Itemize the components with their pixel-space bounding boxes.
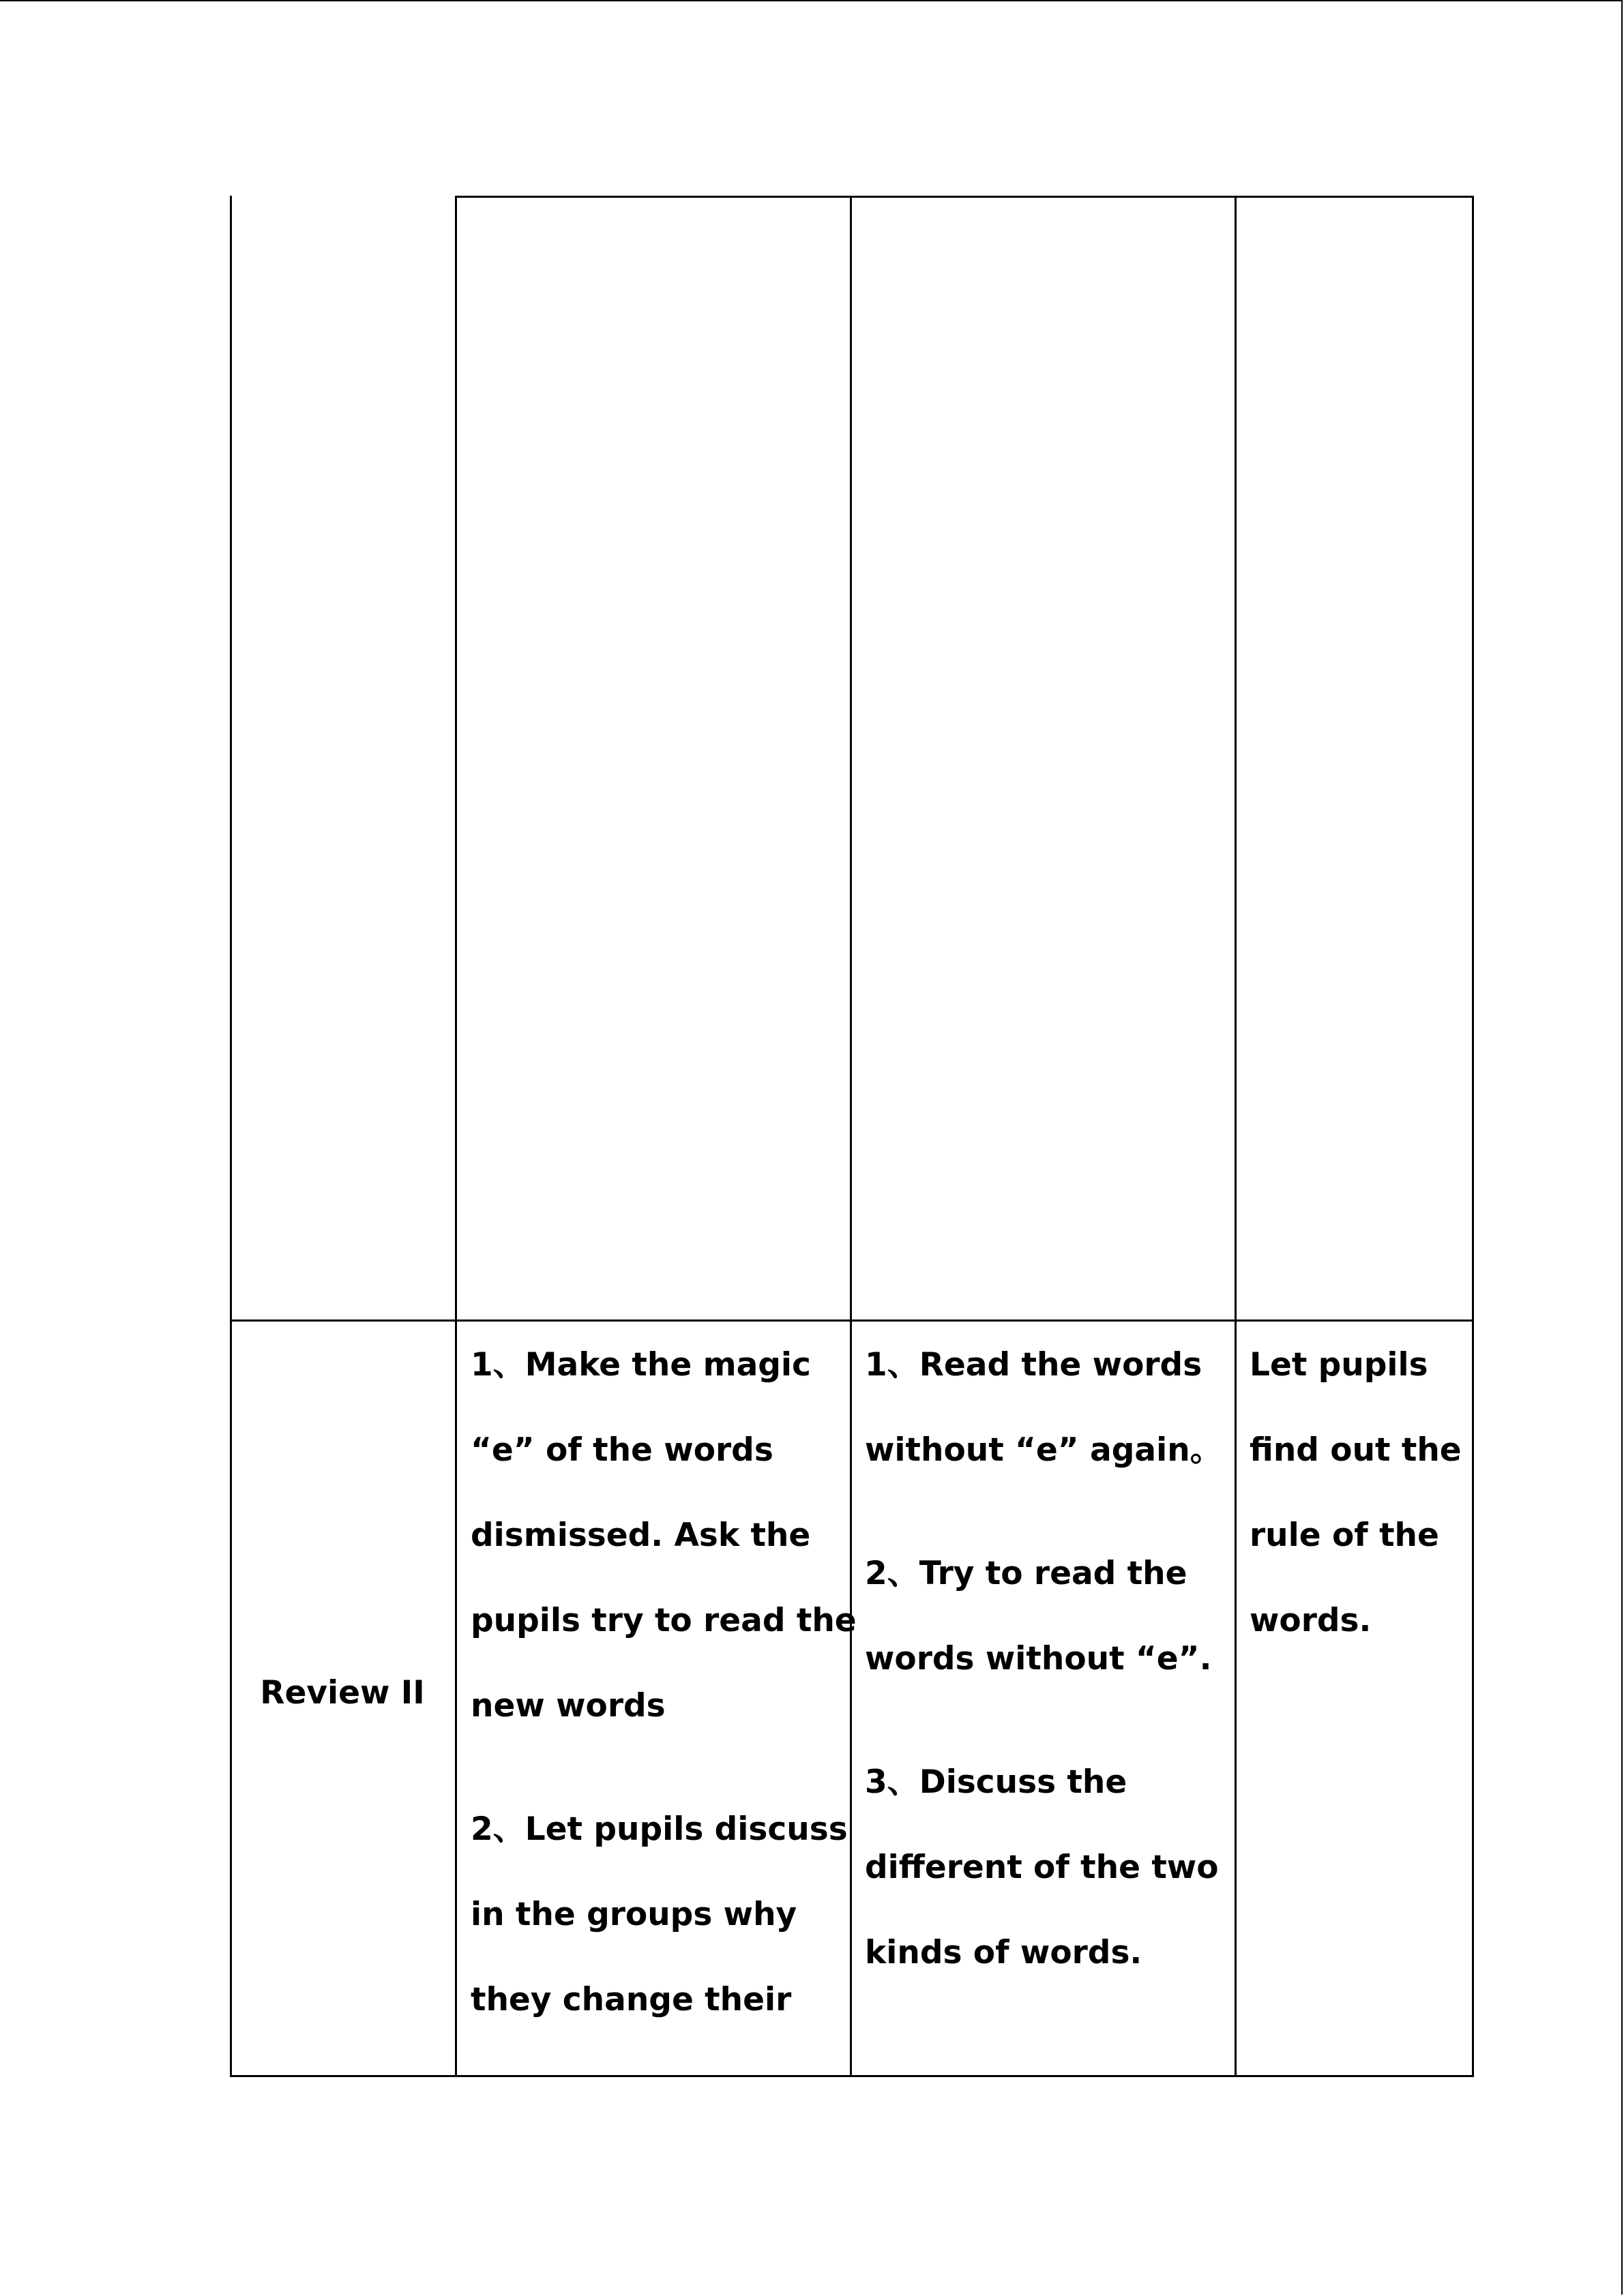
student-activity-line: without “e” again。 <box>865 1431 1222 1469</box>
purpose-line: rule of the <box>1250 1517 1439 1554</box>
stage-label-review-2: Review II <box>260 1674 425 1712</box>
column-divider-3 <box>1235 196 1237 2077</box>
table-border-left <box>230 196 232 2077</box>
student-activity-line: different of the two <box>865 1849 1219 1886</box>
column-divider-1 <box>455 196 457 2077</box>
paragraph-gap <box>471 1748 857 1787</box>
teacher-activity-cell <box>471 1322 857 2042</box>
table-border-bottom <box>230 2075 1474 2077</box>
teacher-activity-line: they change their <box>471 1981 792 2018</box>
table-border-top <box>455 196 1474 198</box>
student-activity-line: 2、Try to read the <box>865 1555 1187 1592</box>
purpose-line: find out the <box>1250 1431 1462 1469</box>
teacher-activity-line: new words <box>471 1687 666 1725</box>
teacher-activity-line: pupils try to read the <box>471 1602 857 1639</box>
teacher-activity-line: 1、Make the magic <box>471 1346 811 1384</box>
table-border-right <box>1472 196 1474 2077</box>
purpose-cell <box>1250 1322 1462 1663</box>
purpose-line: Let pupils <box>1250 1346 1428 1384</box>
purpose-line: words. <box>1250 1602 1372 1639</box>
teacher-activity-line: in the groups why <box>471 1896 797 1933</box>
paragraph-gap <box>865 1701 1222 1740</box>
row-divider <box>230 1320 1474 1322</box>
student-activity-cell <box>865 1322 1222 1995</box>
student-activity-line: kinds of words. <box>865 1934 1142 1971</box>
student-activity-line: words without “e”. <box>865 1640 1212 1678</box>
teacher-activity-line: dismissed. Ask the <box>471 1517 811 1554</box>
teacher-activity-line: 2、Let pupils discuss <box>471 1810 848 1848</box>
student-activity-line: 1、Read the words <box>865 1346 1202 1384</box>
paragraph-gap <box>865 1493 1222 1531</box>
student-activity-line: 3、Discuss the <box>865 1763 1127 1801</box>
teacher-activity-line: “e” of the words <box>471 1431 773 1469</box>
lesson-plan-table <box>230 196 1474 2077</box>
